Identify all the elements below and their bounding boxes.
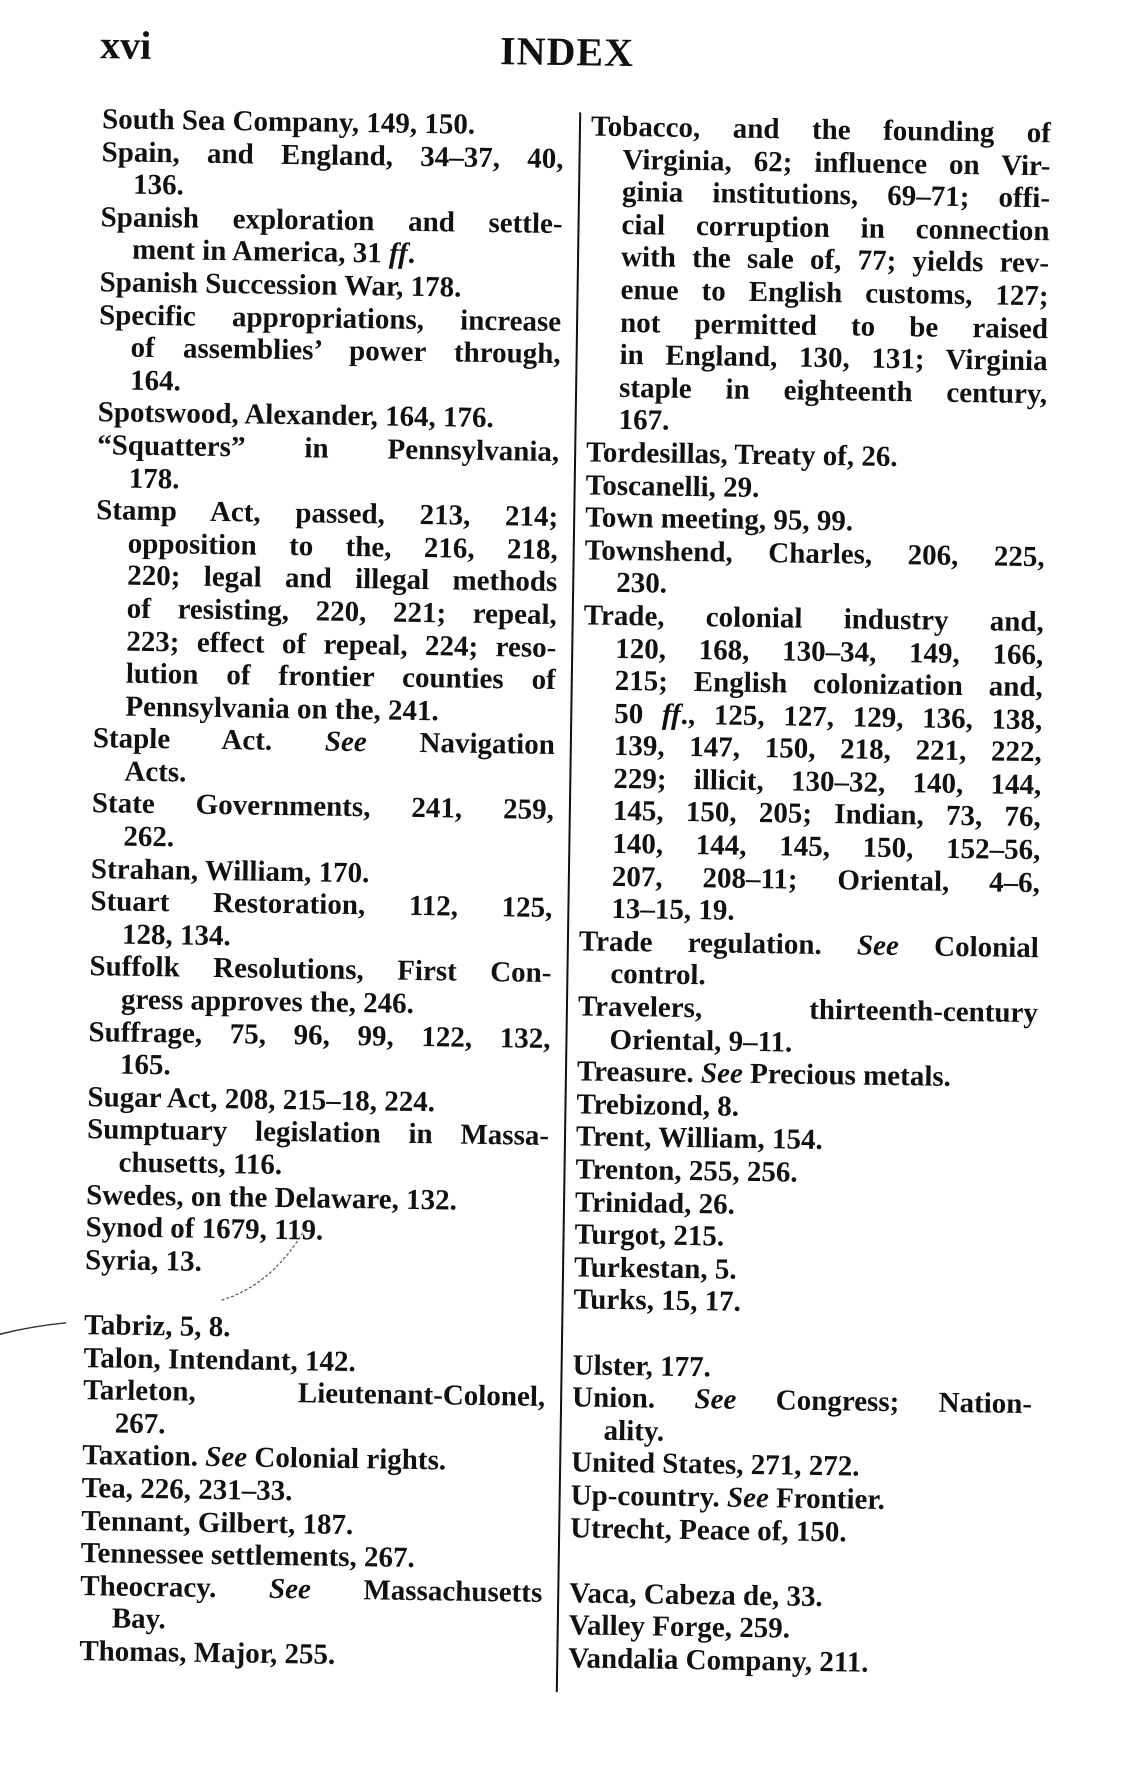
entry-heading-line: Utrecht, Peace of, 150. (569, 1511, 847, 1548)
entry-text: . (407, 238, 416, 271)
entry-continuation-line: Oriental, 9–11. (609, 1023, 793, 1059)
entry-text: Colonial rights. (246, 1441, 447, 1477)
italic-reference: See (856, 929, 900, 962)
index-entry (578, 925, 1039, 997)
index-entry (101, 136, 564, 208)
entry-text: Staple Act. (92, 722, 326, 758)
entry-continuation-line: staple in eighteenth century, (618, 371, 1048, 411)
entry-text: Navigation (366, 726, 556, 762)
italic-reference: See (324, 725, 367, 759)
entry-continuation-line: 262. (123, 820, 175, 854)
entry-text: Frontier. (768, 1482, 886, 1516)
entry-continuation-line: chusetts, 116. (118, 1146, 283, 1181)
entry-heading-line: Vaca, Cabeza de, 33. (569, 1577, 823, 1613)
entry-continuation-line: Bay. (111, 1602, 167, 1636)
entry-heading-line: Tobacco, and the founding of (590, 110, 1052, 150)
entry-heading-line: Synod of 1679, 119. (85, 1211, 324, 1247)
entry-continuation-line: cial corruption in connection (621, 208, 1050, 248)
index-entry (573, 1284, 1033, 1323)
index-entry (579, 599, 1044, 932)
entry-text: Theocracy. (80, 1569, 270, 1605)
index-entry (570, 1512, 1030, 1551)
entry-heading-line: Valley Forge, 259. (568, 1609, 791, 1645)
page-number: xvi (99, 22, 152, 68)
entry-continuation-line: 164. (129, 364, 182, 398)
italic-reference: See (726, 1481, 770, 1515)
index-entry (568, 1642, 1028, 1681)
entry-heading-line: Strahan, William, 170. (90, 852, 370, 889)
entry-continuation-line: Virginia, 62; influence on Vir- (622, 143, 1051, 182)
entry-heading-line: Suffrage, 75, 96, 99, 122, 132, (88, 1015, 551, 1055)
index-entry (98, 299, 561, 404)
index-entry (584, 534, 1045, 606)
page-title: INDEX (499, 28, 635, 76)
entry-text: Union. (571, 1381, 695, 1416)
index-entry (79, 1635, 541, 1674)
entry-heading-line: Ulster, 177. (572, 1348, 712, 1383)
entry-continuation-line: 128, 134. (121, 918, 231, 953)
index-entry (93, 494, 558, 729)
index-entry (90, 885, 553, 957)
entry-heading-line: Vandalia Company, 211. (568, 1642, 869, 1679)
entry-continuation-line: ginia institutions, 69–71; offi- (621, 176, 1051, 215)
entry-heading-line: Tennessee settlements, 267. (80, 1537, 415, 1575)
entry-heading-line: Tordesillas, Treaty of, 26. (585, 436, 898, 473)
entry-continuation-line: 223; effect of repeal, 224; reso- (126, 625, 557, 664)
index-entry (577, 990, 1038, 1062)
entry-continuation-line: of assemblies’ power through, (130, 331, 561, 371)
entry-heading-line: Trebizond, 8. (576, 1088, 740, 1123)
entry-continuation-line: ality. (603, 1414, 665, 1448)
entry-continuation-line: enue to English customs, 127; (620, 273, 1049, 313)
entry-continuation-line: 167. (618, 404, 670, 438)
entry-heading-line: Tennant, Gilbert, 187. (81, 1504, 354, 1541)
entry-text: Colonial (898, 929, 1040, 965)
entry-heading-line: Travelers, thirteenth-century (577, 990, 1039, 1030)
entry-continuation-line: 13–15, 19. (611, 893, 735, 927)
index-column-left (79, 103, 564, 1674)
entry-continuation-line: 229; illicit, 130–32, 140, 144, (613, 762, 1042, 802)
entry-continuation-line: 207, 208–11; Oriental, 4–6, (611, 860, 1041, 899)
index-entry (571, 1381, 1032, 1453)
entry-heading-line: Talon, Intendant, 142. (83, 1341, 357, 1378)
entry-heading-line: Sumptuary legislation in Massa- (86, 1113, 550, 1153)
entry-continuation-line: 215; English colonization and, (614, 664, 1043, 704)
index-entry (91, 788, 554, 860)
italic-reference: See (700, 1057, 744, 1091)
entry-text: Trade regulation. (578, 925, 858, 962)
entry-continuation-line: Pennsylvania on the, 241. (125, 690, 439, 727)
italic-reference: See (694, 1383, 737, 1416)
index-entry (89, 951, 552, 1023)
entry-heading-line: State Governments, 241, 259, (91, 787, 555, 827)
entry-continuation-line: 120, 168, 130–34, 149, 166, (615, 632, 1044, 671)
entry-heading-line: Spanish Succession War, 178. (99, 266, 462, 304)
index-entry (80, 1570, 543, 1642)
entry-continuation-line: 140, 144, 145, 150, 152–56, (612, 827, 1041, 867)
entry-text: Massachusetts (310, 1573, 543, 1609)
entry-heading-line: Trinidad, 26. (574, 1185, 736, 1221)
italic-reference: See (205, 1441, 248, 1474)
entry-heading-line: Trenton, 255, 256. (575, 1153, 798, 1189)
italic-reference: See (268, 1572, 312, 1606)
entry-continuation-line: not permitted to be raised (619, 306, 1049, 345)
entry-heading-line: United States, 271, 272. (570, 1446, 860, 1483)
entry-heading-line: Spotswood, Alexander, 164, 176. (97, 396, 495, 435)
entry-text: ., 125, 127, 129, 136, 138, (680, 698, 1043, 736)
index-entry (82, 1374, 545, 1446)
entry-continuation-line: 178. (128, 462, 180, 495)
index-entry (86, 1114, 549, 1186)
entry-continuation-line: 136. (132, 168, 185, 202)
entry-heading-line: Turks, 15, 17. (573, 1283, 742, 1319)
index-entry (92, 722, 555, 794)
entry-continuation-line: 165. (119, 1048, 172, 1082)
entry-text: 50 (614, 697, 663, 731)
italic-reference: ff (388, 237, 409, 271)
entry-text: Precious metals. (742, 1058, 952, 1094)
entry-heading-line: Swedes, on the Delaware, 132. (85, 1178, 458, 1217)
entry-heading-line: Syria, 13. (84, 1243, 203, 1278)
entry-continuation-line: 145, 150, 205; Indian, 73, 76, (612, 795, 1042, 834)
entry-heading-line: “Squatters” in Pennsylvania, (96, 429, 560, 468)
entry-heading-line: Tea, 226, 231–33. (81, 1472, 293, 1508)
index-entry (100, 201, 563, 273)
entry-heading-line: Sugar Act, 208, 215–18, 224. (87, 1080, 436, 1119)
entry-continuation-line: 267. (114, 1407, 166, 1441)
entry-heading-line: Spanish exploration and settle- (100, 200, 563, 240)
entry-continuation-line: in England, 130, 131; Virginia (619, 339, 1048, 378)
entry-heading-line: Tarleton, Lieutenant-Colonel, (82, 1374, 546, 1414)
entry-heading-line: Turgot, 215. (574, 1218, 725, 1253)
entry-text: Up-country. (570, 1479, 728, 1514)
entry-text: Treasure. (576, 1055, 702, 1090)
italic-reference: ff (661, 698, 682, 731)
entry-continuation-line: 220; legal and illegal methods (127, 559, 558, 599)
entry-continuation-line: 139, 147, 150, 218, 221, 222, (613, 730, 1043, 769)
entry-heading-line: Trent, William, 154. (575, 1120, 824, 1157)
entry-continuation-line: gress approves the, 246. (120, 983, 415, 1020)
entry-continuation-line: 230. (616, 567, 668, 600)
entry-text: ment in America, 31 (131, 234, 390, 270)
index-entry (88, 1016, 551, 1088)
entry-heading-line: Stuart Restoration, 112, 125, (90, 885, 553, 925)
entry-text: Congress; Nation- (736, 1383, 1033, 1421)
entry-heading-line: Specific appropriations, increase (98, 298, 562, 338)
index-column-right (568, 110, 1051, 1681)
entry-continuation-line: opposition to the, 216, 218, (127, 527, 558, 566)
index-entry (97, 429, 560, 501)
entry-text: Taxation. (82, 1439, 206, 1474)
entry-continuation-line: Acts. (124, 755, 187, 789)
entry-heading-line: Toscanelli, 29. (585, 468, 760, 504)
entry-heading-line: Suffolk Resolutions, First Con- (89, 950, 552, 990)
entry-heading-line: Spain, and England, 34–37, 40, (101, 135, 564, 175)
entry-continuation-line: lution of frontier counties of (125, 657, 557, 697)
index-entry (586, 110, 1051, 443)
entry-heading-line: Turkestan, 5. (573, 1251, 737, 1286)
entry-heading-line: Townshend, Charles, 206, 225, (584, 534, 1045, 573)
entry-heading-line: South Sea Company, 149, 150. (101, 103, 476, 141)
entry-continuation-line: control. (610, 958, 706, 992)
entry-continuation-line: with the sale of, 77; yields rev- (620, 241, 1050, 280)
entry-continuation-line: of resisting, 220, 221; repeal, (126, 592, 558, 631)
entry-heading-line: Stamp Act, passed, 213, 214; (96, 494, 559, 534)
entry-heading-line: Trade, colonial industry and, (583, 599, 1044, 639)
entry-heading-line: Thomas, Major, 255. (79, 1634, 336, 1671)
entry-heading-line: Town meeting, 95, 99. (584, 501, 854, 538)
entry-heading-line: Tabriz, 5, 8. (83, 1309, 231, 1344)
